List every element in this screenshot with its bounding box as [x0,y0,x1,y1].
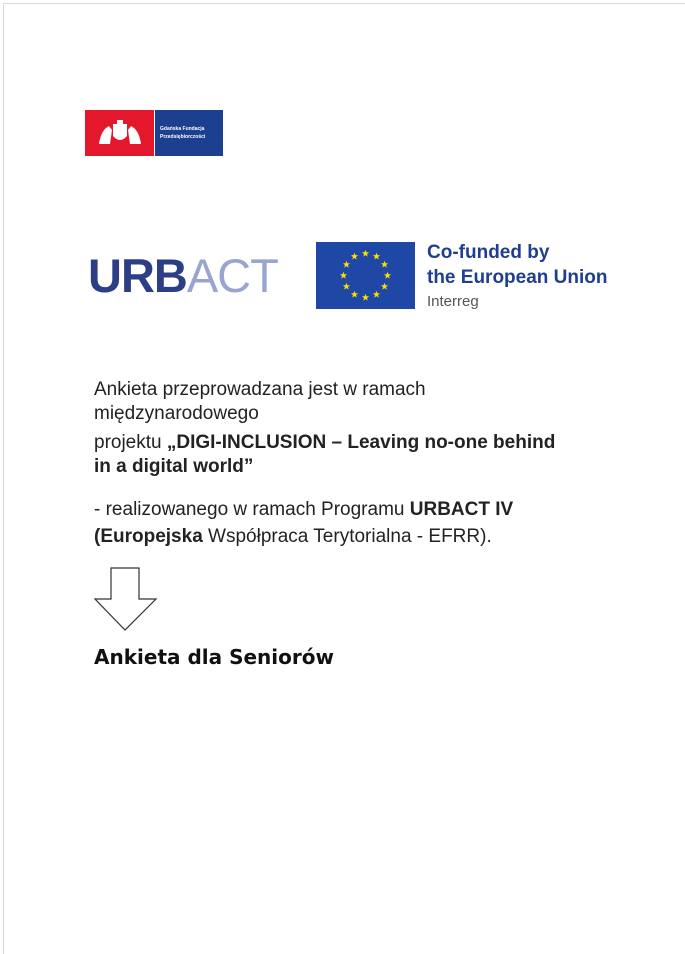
urbact-light: ACT [186,249,278,302]
eu-star-icon [381,261,388,268]
gdanska-fundacja-logo [85,110,223,156]
eu-star-icon [362,250,369,257]
eu-star-icon [373,253,380,260]
program-name: URBACT IV [409,499,514,520]
text: - realizowanego w ramach Programu [94,499,410,520]
intro-line: międzynarodowego [94,403,259,424]
intro-line: Ankieta przeprowadzana jest w ramach [94,379,426,400]
eu-cofunded-text [427,240,608,290]
intro-line [94,431,614,455]
page-border-top [3,3,685,4]
eu-star-icon [351,253,358,260]
eu-star-icon [381,283,388,290]
gfp-logo-text [154,110,223,156]
text: projektu [94,432,167,453]
project-name: „DIGI-INCLUSION – Leaving no-one behind [166,432,556,453]
intro-line [94,498,614,522]
eu-star-icon [343,283,350,290]
urbact-bold: URB [88,249,187,302]
urbact-logo [88,249,278,302]
eu-line2: the European Union [427,267,608,288]
project-name-cont: in a digital world” [94,456,254,477]
eu-line1: Co-funded by [427,242,550,263]
eu-star-icon [340,272,347,279]
intro-line [94,455,614,479]
gfp-line2: Przedsiębiorczości [160,134,206,140]
eu-star-icon [351,291,358,298]
gdansk-coat-of-arms-icon [85,110,154,156]
survey-title: Ankieta dla Seniorów [94,645,334,669]
arrow-down-icon [94,567,158,636]
intro-paragraph [94,378,614,549]
page-border-left [3,3,4,954]
eu-star-icon [373,291,380,298]
intro-line [94,525,614,549]
text-bold: (Europejska [94,526,203,547]
text: Współpraca Terytorialna - EFRR). [202,526,492,547]
eu-flag-icon [316,242,415,309]
interreg-label: Interreg [427,293,479,310]
eu-star-icon [362,294,369,301]
eu-star-icon [384,272,391,279]
eu-star-icon [343,261,350,268]
gfp-line1: Gdańska Fundacja [160,126,205,132]
